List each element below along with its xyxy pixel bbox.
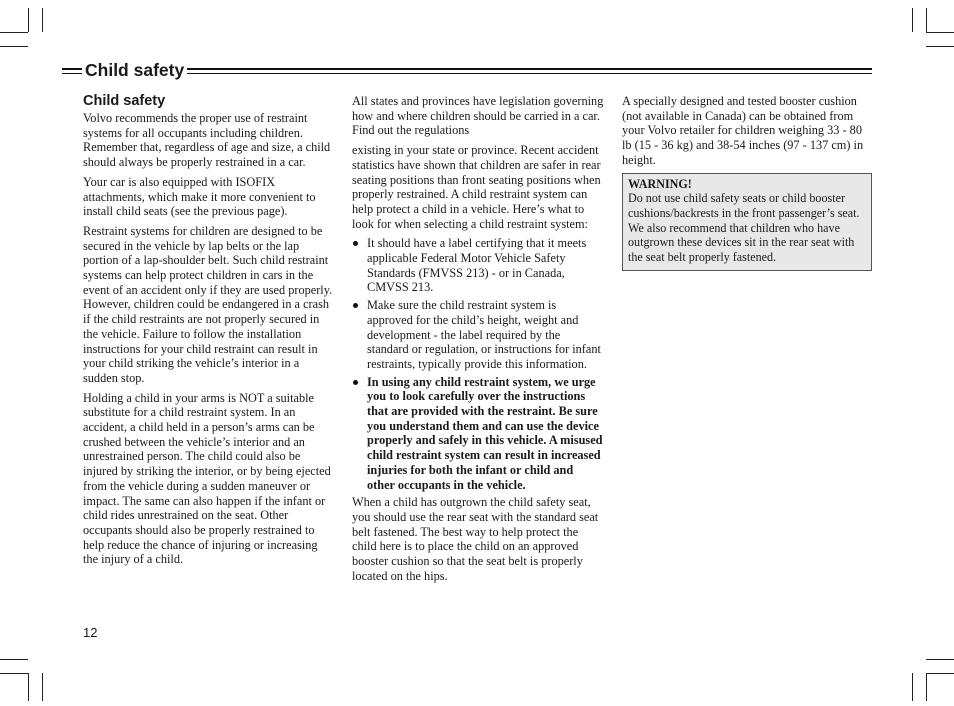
- list-item: In using any child restraint system, we urge you to look carefully over the instructions that are provided with the restraint. Be sure you understand them and can use the device properly and safely in this vehicle. A misused child restraint system can result in increased injuries for both the infant or child and other occupants in the vehicle.: [352, 375, 604, 493]
- column-middle: [352, 94, 604, 589]
- list-item: It should have a label certifying that it meets applicable Federal Motor Vehicle Safety Standards (FMVSS 213) - or in Canada, CMVSS 213.: [352, 236, 604, 295]
- column-right: [622, 94, 872, 271]
- crop-mark: [912, 8, 913, 32]
- page-number: 12: [83, 625, 98, 640]
- section-header: [62, 59, 872, 83]
- crop-mark: [926, 659, 954, 660]
- bullet-list: [352, 236, 604, 492]
- paragraph: Holding a child in your arms is NOT a suitable substitute for a child restraint system. In an accident, a child held in a person’s arms can be crushed between the vehicle’s interior and an unrestrained person. The child could also be injured by striking the interior, or by being ejected from the vehicle during a sudden maneuver or impact. The same can also happen if the infant or child rides unrestrained on the seat. Other occupants should also be properly restrained to help reduce the chance of injuring or increasing the injury of a child.: [83, 390, 331, 567]
- crop-mark: [926, 673, 954, 674]
- paragraph: Volvo recommends the proper use of restraint systems for all occupants including children. Remember that, regardless of age and size, a child should always be properly restrained in a car.: [83, 111, 331, 170]
- crop-mark: [42, 8, 43, 32]
- crop-mark: [0, 659, 28, 660]
- crop-mark: [0, 32, 28, 33]
- section-title: Child safety: [82, 59, 187, 81]
- warning-box: [622, 173, 872, 271]
- column-left: [83, 92, 333, 572]
- crop-mark: [926, 673, 927, 701]
- crop-mark: [926, 8, 927, 32]
- crop-mark: [0, 46, 28, 47]
- warning-text: Do not use child safety seats or child booster cushions/backrests in the front passenger’s seat. We also recommend that children who have outgrown these devices sit in the rear seat with the seat belt properly fastened.: [628, 191, 860, 265]
- list-item: Make sure the child restraint system is approved for the child’s height, weight and development - the label required by the standard or regulation, or instructions for infant restraints, typically provide this information.: [352, 298, 604, 372]
- paragraph: Restraint systems for children are designed to be secured in the vehicle by lap belts or the lap portion of a lap-shoulder belt. Such child restraint systems can help protect children in cars in the event of an accident only if they are used properly. However, children could be endangered in a crash if the child restraints are not properly secured in the vehicle. Failure to follow the installation instructions for your child restraint can result in your child striking the vehicle’s interior in a sudden stop.: [83, 223, 333, 385]
- crop-mark: [28, 8, 29, 32]
- paragraph: Your car is also equipped with ISOFIX attachments, which make it more convenient to install child seats (see the previous page).: [83, 174, 316, 219]
- paragraph: When a child has outgrown the child safety seat, you should use the rear seat with the standard seat belt fastened. The best way to help protect the child here is to place the child on an approved booster cushion so that the seat belt is properly located on the hips.: [352, 495, 599, 583]
- paragraph: A specially designed and tested booster cushion (not available in Canada) can be obtained from your Volvo retailer for children weighing 33 - 80 lb (15 - 36 kg) and 38-54 inches (97 - 137 cm) in height.: [622, 94, 864, 167]
- crop-mark: [0, 673, 28, 674]
- crop-mark: [926, 46, 954, 47]
- paragraph: All states and provinces have legislation governing how and where children should be carried in a car. Find out the regulations: [352, 94, 604, 138]
- crop-mark: [926, 32, 954, 33]
- crop-mark: [912, 673, 913, 701]
- warning-title: WARNING!: [628, 176, 692, 191]
- subsection-title: Child safety: [83, 93, 166, 109]
- crop-mark: [42, 673, 43, 701]
- paragraph: existing in your state or province. Recent accident statistics have shown that children are safer in rear seating positions than front seating positions when properly restrained. A child restraint system can help protect a child in a vehicle. Here’s what to look for when selecting a child restraint system:: [352, 143, 601, 231]
- crop-mark: [28, 673, 29, 701]
